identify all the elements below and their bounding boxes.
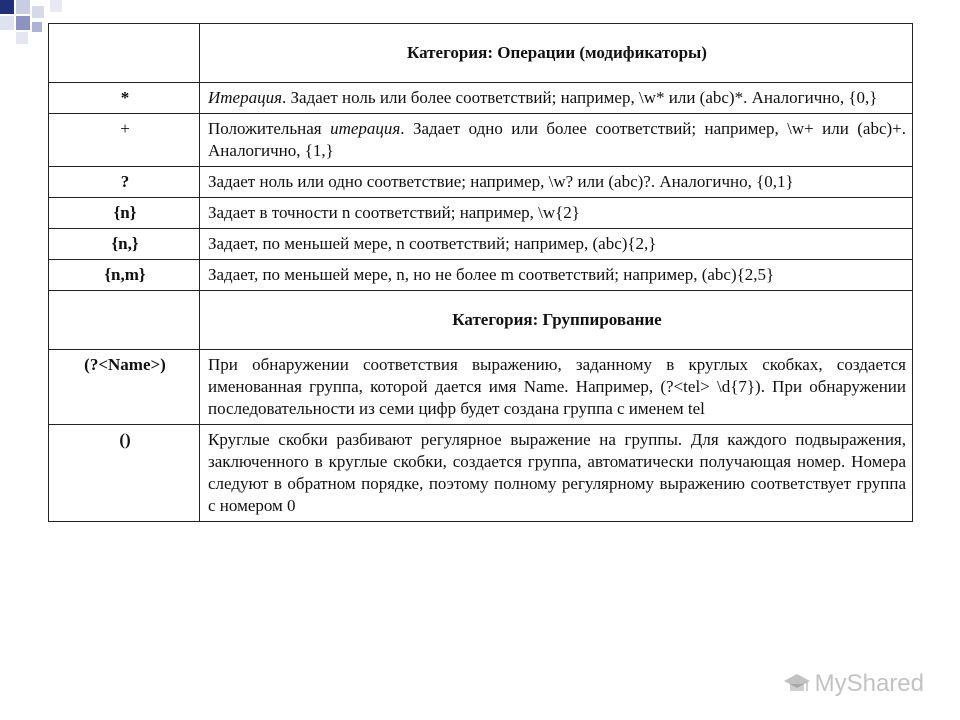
empty-cell bbox=[49, 24, 200, 83]
symbol-cell: (?<Name>) bbox=[49, 350, 200, 425]
description-cell: Задает в точности n соответствий; например, \w{2} bbox=[200, 198, 913, 229]
table-row bbox=[49, 198, 913, 229]
description-cell bbox=[200, 83, 913, 114]
italic-term: Итерация bbox=[208, 88, 283, 107]
decor-square bbox=[16, 0, 30, 14]
description-text: . Задает ноль или более соответствий; например, \w* или (abc)*. Аналогично, {0,} bbox=[282, 88, 878, 107]
table-row bbox=[49, 350, 913, 425]
description-text: . Задает одно или более соответствий; например, \w+ или (abc)+. Аналогично, {1,} bbox=[208, 119, 906, 160]
decor-square bbox=[32, 6, 44, 18]
table-row bbox=[49, 114, 913, 167]
decor-square bbox=[0, 0, 14, 14]
section-header-row bbox=[49, 291, 913, 350]
decor-square bbox=[50, 0, 62, 12]
watermark bbox=[783, 670, 924, 698]
description-prefix: Положительная bbox=[208, 119, 331, 138]
symbol-cell: * bbox=[49, 83, 200, 114]
empty-cell bbox=[49, 291, 200, 350]
symbol-cell: + bbox=[49, 114, 200, 167]
table-row bbox=[49, 425, 913, 522]
symbol-cell: {n,} bbox=[49, 229, 200, 260]
section-header-row bbox=[49, 24, 913, 83]
description-cell: Круглые скобки разбивают регулярное выражение на группы. Для каждого подвыражения, заключенного в круглые скобки, создается группа, автоматически получающая номер. Номера следуют в обратном порядке, поэтому полному регулярному выражению соответствует группа с номером 0 bbox=[200, 425, 913, 522]
symbol-cell: () bbox=[49, 425, 200, 522]
regex-operations-table bbox=[48, 23, 913, 522]
table-row bbox=[49, 260, 913, 291]
watermark-text: MyShared bbox=[814, 670, 924, 697]
table-row bbox=[49, 83, 913, 114]
decor-square bbox=[16, 16, 30, 30]
description-cell bbox=[200, 114, 913, 167]
symbol-cell: ? bbox=[49, 167, 200, 198]
section-title-operations: Категория: Операции (модификаторы) bbox=[200, 24, 913, 83]
description-cell: Задает, по меньшей мере, n соответствий; например, (abc){2,} bbox=[200, 229, 913, 260]
decor-square bbox=[16, 32, 28, 44]
italic-term: итерация bbox=[330, 119, 401, 138]
decor-square bbox=[0, 16, 14, 30]
table-row bbox=[49, 167, 913, 198]
description-cell: Задает, по меньшей мере, n, но не более m соответствий; например, (abc){2,5} bbox=[200, 260, 913, 291]
decor-square bbox=[32, 22, 42, 32]
symbol-cell: {n,m} bbox=[49, 260, 200, 291]
description-cell: Задает ноль или одно соответствие; например, \w? или (abc)?. Аналогично, {0,1} bbox=[200, 167, 913, 198]
section-title-grouping: Категория: Группирование bbox=[200, 291, 913, 350]
table-row bbox=[49, 229, 913, 260]
mortarboard-icon bbox=[783, 671, 811, 697]
symbol-cell: {n} bbox=[49, 198, 200, 229]
description-cell: При обнаружении соответствия выражению, заданному в круглых скобках, создается именованная группа, которой дается имя Name. Например, (?<tel> \d{7}). При обнаружении последовательности из семи цифр будет создана группа с именем tel bbox=[200, 350, 913, 425]
